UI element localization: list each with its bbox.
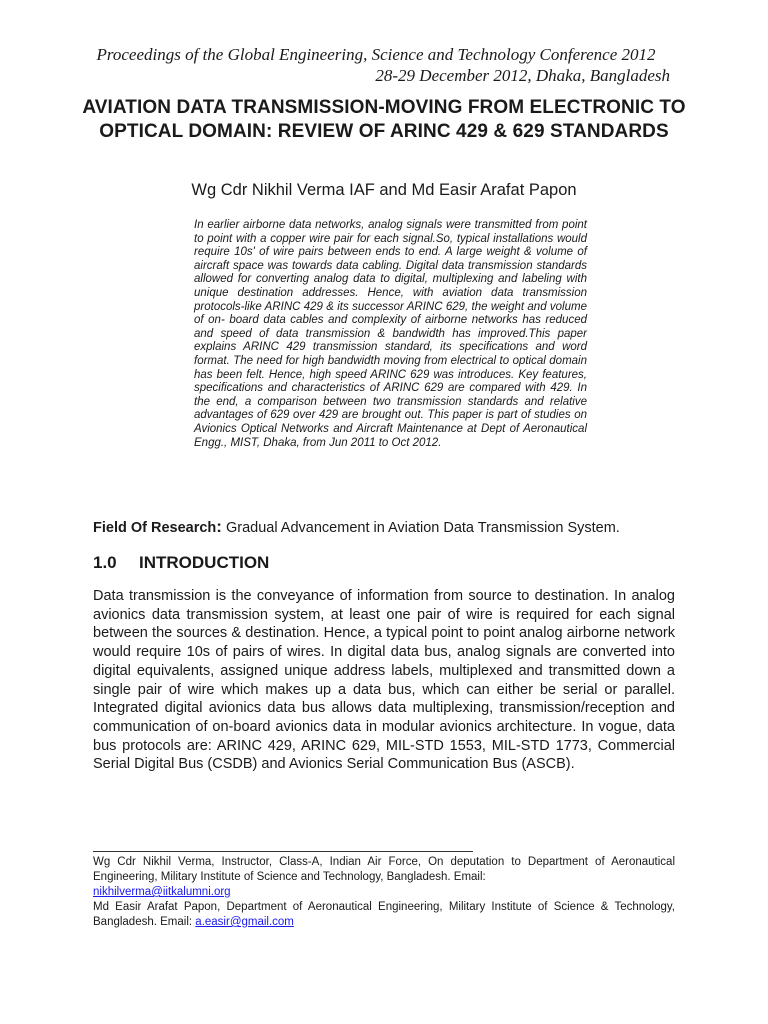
footnote-divider — [93, 851, 473, 852]
introduction-body: Data transmission is the conveyance of information from source to destination. In analog avionics data transmission system, at least one pair of wire is required for each signal between the sources & destination. Hence, a typical point to point analog airborne network would require 10s of pairs of wires. In digital data bus, analog signals are converted into digital equivalents, assigned unique address labels, multiplexed and transmitted down a single pair of wire which makes up a data bus, which can either be serial or parallel. Integrated digital avionics data bus allows data multiplexing, transmission/reception and communication of on-board avionics data in modular avionics architecture. In vogue, data bus protocols are: ARINC 429, ARINC 629, MIL-STD 1553, MIL-STD 1773, Commercial Serial Digital Bus (CSDB) and Avionics Serial Communication Bus (ASCB). — [93, 588, 675, 773]
footnote-author-1-text: Wg Cdr Nikhil Verma, Instructor, Class-A, Indian Air Force, On deputation to Department of Aeronautical Engineering, Military Institute of Science and Technology, Bangladesh. Email: — [93, 856, 675, 883]
conference-header — [60, 44, 692, 86]
abstract: In earlier airborne data networks, analog signals were transmitted from point to point with a copper wire pair for each signal.So, typical installations would require 10s' of wire pairs between ends to end. A large weight & volume of aircraft space was towards data cabling. Digital data transmission standards allowed for converting analog data to digital, multiplexing and labeling with unique destination addresses. Hence, with aviation data transmission protocols-like ARINC 429 & its successor ARINC 629, the weight and volume of on- board data cables and complexity of airborne networks has reduced and speed of data transmission & bandwidth has improved.This paper explains ARINC 429 transmission standard, its specifications and word format. The need for high bandwidth moving from electrical to optical domain has been felt. Hence, high speed ARINC 629 was introduces. Key features, specifications and characteristics of ARINC 629 are compared with 429. In the end, a comparison between two transmission standards and relative advantages of 629 over 429 are brought out. This paper is part of studies on Avionics Optical Networks and Aircraft Maintenance at Dept of Aeronautical Engg., MIST, Dhaka, from Jun 2011 to Oct 2012. — [194, 219, 587, 449]
paper-title: AVIATION DATA TRANSMISSION-MOVING FROM ELECTRONIC TO OPTICAL DOMAIN: REVIEW OF ARINC 429 & 629 STANDARDS — [82, 97, 686, 142]
section-number: 1.0 — [93, 553, 117, 572]
proceedings-line-1: Proceedings of the Global Engineering, Science and Technology Conference 2012 — [96, 45, 656, 64]
footnote-author-1 — [93, 855, 675, 900]
footnote-author-2 — [93, 900, 675, 930]
email-link-1[interactable]: nikhilverma@iitkalumni.org — [93, 886, 231, 898]
field-label: Field Of Research — [93, 520, 217, 536]
footnotes — [93, 855, 675, 930]
section-heading — [93, 552, 493, 574]
footnote-author-2-text: Md Easir Arafat Papon, Department of Aeronautical Engineering, Military Institute of Science & Technology, Bangladesh. Email: — [93, 901, 675, 928]
field-of-research — [93, 517, 693, 538]
section-title: INTRODUCTION — [139, 553, 270, 572]
paper-authors: Wg Cdr Nikhil Verma IAF and Md Easir Arafat Papon — [191, 181, 577, 199]
field-value: Gradual Advancement in Aviation Data Transmission System. — [221, 520, 620, 536]
field-colon: : — [216, 517, 222, 536]
email-link-2[interactable]: a.easir@gmail.com — [195, 916, 294, 928]
proceedings-line-2: 28-29 December 2012, Dhaka, Bangladesh — [375, 66, 670, 85]
